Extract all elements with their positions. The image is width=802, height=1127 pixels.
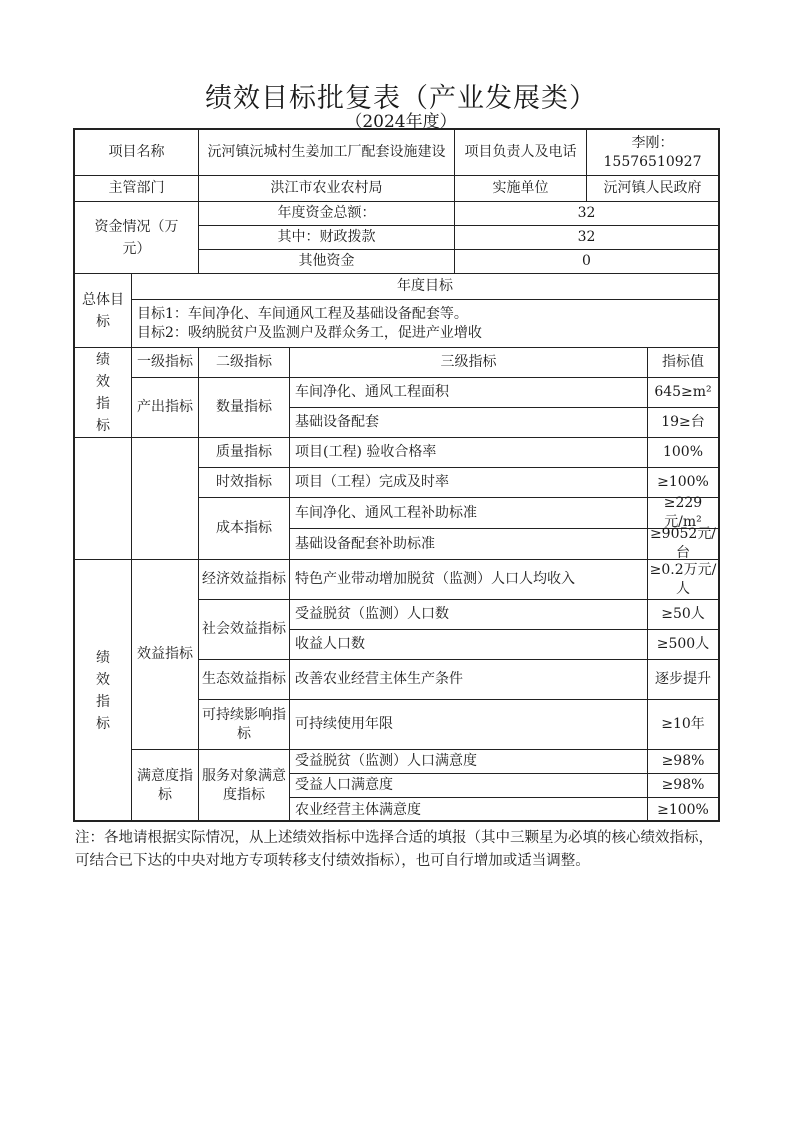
blank-level1-cell — [132, 438, 199, 560]
value-header: 指标值 — [648, 348, 718, 378]
contact-label: 项目负责人及电话 — [455, 130, 587, 176]
quality-indicator: 质量指标 — [199, 438, 290, 468]
social-value-1: ≥50人 — [648, 600, 718, 630]
footnote: 注：各地请根据实际情况，从上述绩效指标中选择合适的填报（其中三颗星为必填的核心绩效指标，可结合已下达的中央对地方专项转移支付绩效指标），也可自行增加或适当调整。 — [75, 830, 713, 869]
dept-value: 洪江市农业农村局 — [199, 176, 455, 202]
funds-label: 资金情况（万元） — [75, 202, 199, 274]
cost-value-2: ≥9052元/台 — [649, 526, 717, 561]
cost-item-2: 基础设备配套补助标准 — [290, 529, 648, 560]
quality-value: 100% — [648, 438, 718, 468]
quantity-equip-item: 基础设备配套 — [290, 408, 648, 438]
satisfaction-item-2: 受益人口满意度 — [290, 774, 648, 798]
cost-value-1: ≥229元/m² — [648, 498, 718, 529]
social-value-2: ≥500人 — [648, 630, 718, 660]
project-name-value: 沅河镇沅城村生姜加工厂配套设施建设 — [199, 130, 455, 176]
output-indicator: 产出指标 — [132, 378, 199, 438]
satisfaction-indicator: 满意度指标 — [132, 750, 199, 822]
economic-item: 特色产业带动增加脱贫（监测）人口人均收入 — [290, 560, 648, 600]
funds-fiscal-label: 其中：财政拨款 — [199, 226, 455, 250]
economic-indicator: 经济效益指标 — [199, 560, 290, 600]
document-title: 绩效目标批复表（产业发展类） — [205, 83, 597, 114]
cost-indicator: 成本指标 — [199, 498, 290, 560]
satisfaction-value-1: ≥98% — [648, 750, 718, 774]
quantity-area-item: 车间净化、通风工程面积 — [290, 378, 648, 408]
goal-2: 目标2：吸纳脱贫户及监测户及群众务工，促进产业增收 — [137, 324, 482, 341]
funds-total-label: 年度资金总额： — [199, 202, 455, 226]
timeliness-value: ≥100% — [648, 468, 718, 498]
ecological-indicator: 生态效益指标 — [199, 660, 290, 700]
annual-goal-header: 年度目标 — [132, 274, 718, 300]
satisfaction-item-3: 农业经营主体满意度 — [290, 798, 648, 822]
quantity-area-value: 645≥m² — [648, 378, 718, 408]
funds-other-value: 0 — [455, 250, 718, 274]
funds-total-value: 32 — [455, 202, 718, 226]
level2-header: 二级指标 — [199, 348, 290, 378]
quality-item: 项目(工程) 验收合格率 — [290, 438, 648, 468]
contact-value: 李刚：15576510927 — [587, 130, 718, 176]
impl-label: 实施单位 — [455, 176, 587, 202]
satisfaction-item-1: 受益脱贫（监测）人口满意度 — [290, 750, 648, 774]
timeliness-indicator: 时效指标 — [199, 468, 290, 498]
document-subtitle: （2024年度） — [345, 112, 457, 132]
ecological-item: 改善农业经营主体生产条件 — [290, 660, 648, 700]
benefit-side-label: 绩效指标 — [75, 560, 132, 822]
approval-table — [73, 128, 720, 822]
satisfaction-value-3: ≥100% — [657, 801, 709, 818]
benefit-indicator: 效益指标 — [132, 560, 199, 750]
funds-fiscal-value: 32 — [455, 226, 718, 250]
cost-item-1: 车间净化、通风工程补助标准 — [290, 498, 648, 529]
funds-other-label: 其他资金 — [199, 250, 455, 274]
impl-value: 沅河镇人民政府 — [587, 176, 718, 202]
sustainability-value: ≥10年 — [648, 700, 718, 750]
level3-header: 三级指标 — [290, 348, 648, 378]
blank-side-cell — [75, 438, 132, 560]
dept-label: 主管部门 — [75, 176, 199, 202]
sustainability-item: 可持续使用年限 — [290, 700, 648, 750]
project-name-label: 项目名称 — [75, 130, 199, 176]
level1-header: 一级指标 — [132, 348, 199, 378]
satisfaction-value-2: ≥98% — [648, 774, 718, 798]
sustainability-indicator: 可持续影响指标 — [199, 700, 290, 750]
goal-1: 目标1：车间净化、车间通风工程及基础设备配套等。 — [137, 305, 468, 322]
annual-goals — [132, 300, 718, 348]
quantity-indicator: 数量指标 — [199, 378, 290, 438]
overall-goal-label: 总体目标 — [75, 274, 132, 348]
service-satisfaction-indicator: 服务对象满意度指标 — [199, 750, 290, 822]
social-item-1: 受益脱贫（监测）人口数 — [290, 600, 648, 630]
timeliness-item: 项目（工程）完成及时率 — [290, 468, 648, 498]
ecological-value: 逐步提升 — [648, 660, 718, 700]
social-indicator: 社会效益指标 — [199, 600, 290, 660]
economic-value: ≥0.2万元/人 — [648, 560, 718, 600]
performance-side-label: 绩效指标 — [75, 348, 132, 438]
social-item-2: 收益人口数 — [290, 630, 648, 660]
quantity-equip-value: 19≥台 — [648, 408, 718, 438]
